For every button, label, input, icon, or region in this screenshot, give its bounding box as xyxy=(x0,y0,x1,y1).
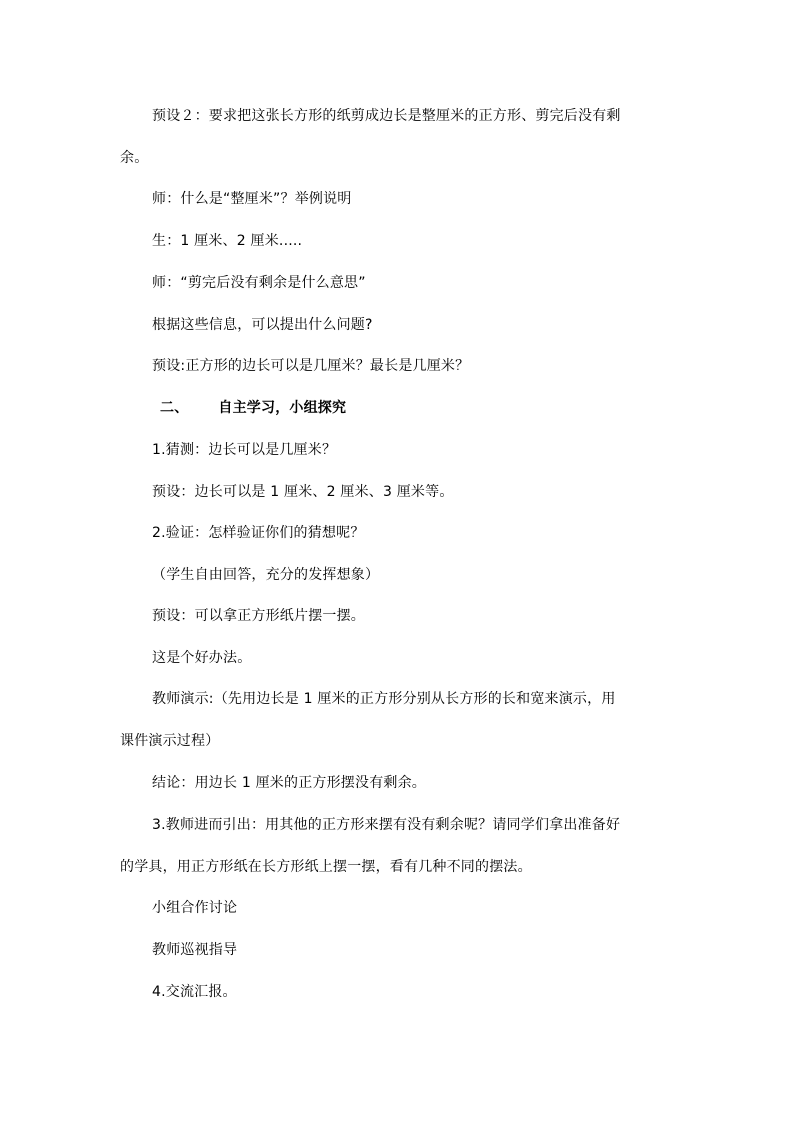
paragraph-line: 预设:正方形的边长可以是几厘米？最长是几厘米？ xyxy=(152,358,470,374)
section-heading xyxy=(160,398,346,418)
paragraph-line: 生：1 厘米、2 厘米..... xyxy=(152,233,303,249)
paragraph-line: 教师巡视指导 xyxy=(152,942,238,958)
paragraph-line: 的学具，用正方形纸在长方形纸上摆一摆，看有几种不同的摆法。 xyxy=(120,859,532,875)
paragraph-line: 预设２：要求把这张长方形的纸剪成边长是整厘米的正方形、剪完后没有剩 xyxy=(152,108,621,124)
paragraph-line: 这是个好办法。 xyxy=(152,650,252,666)
paragraph-line: 预设：边长可以是 1 厘米、2 厘米、3 厘米等。 xyxy=(152,484,454,500)
paragraph-line: （学生自由回答，充分的发挥想象） xyxy=(152,567,380,583)
paragraph-line: 结论：用边长 1 厘米的正方形摆没有剩余。 xyxy=(152,775,427,791)
section-heading-number: 二、 xyxy=(160,400,189,416)
paragraph-line: 师：“剪完后没有剩余是什么意思” xyxy=(152,275,366,291)
paragraph-line: 教师演示:（先用边长是 1 厘米的正方形分别从长方形的长和宽来演示，用 xyxy=(152,691,616,707)
paragraph-line: 余。 xyxy=(120,150,149,166)
section-heading-title: 自主学习，小组探究 xyxy=(218,400,347,416)
paragraph-line: 3.教师进而引出：用其他的正方形来摆有没有剩余呢？请同学们拿出准备好 xyxy=(152,817,621,833)
paragraph-line: 4.交流汇报。 xyxy=(152,984,237,1000)
paragraph-line: 根据这些信息，可以提出什么问题? xyxy=(152,317,373,333)
paragraph-line: 1.猜测：边长可以是几厘米？ xyxy=(152,442,337,458)
paragraph-line: 课件演示过程） xyxy=(120,733,220,749)
paragraph-line: 小组合作讨论 xyxy=(152,900,238,916)
paragraph-line: 2.验证：怎样验证你们的猜想呢？ xyxy=(152,525,365,541)
paragraph-line: 师：什么是“整厘米”？举例说明 xyxy=(152,191,352,207)
paragraph-line: 预设：可以拿正方形纸片摆一摆。 xyxy=(152,608,365,624)
